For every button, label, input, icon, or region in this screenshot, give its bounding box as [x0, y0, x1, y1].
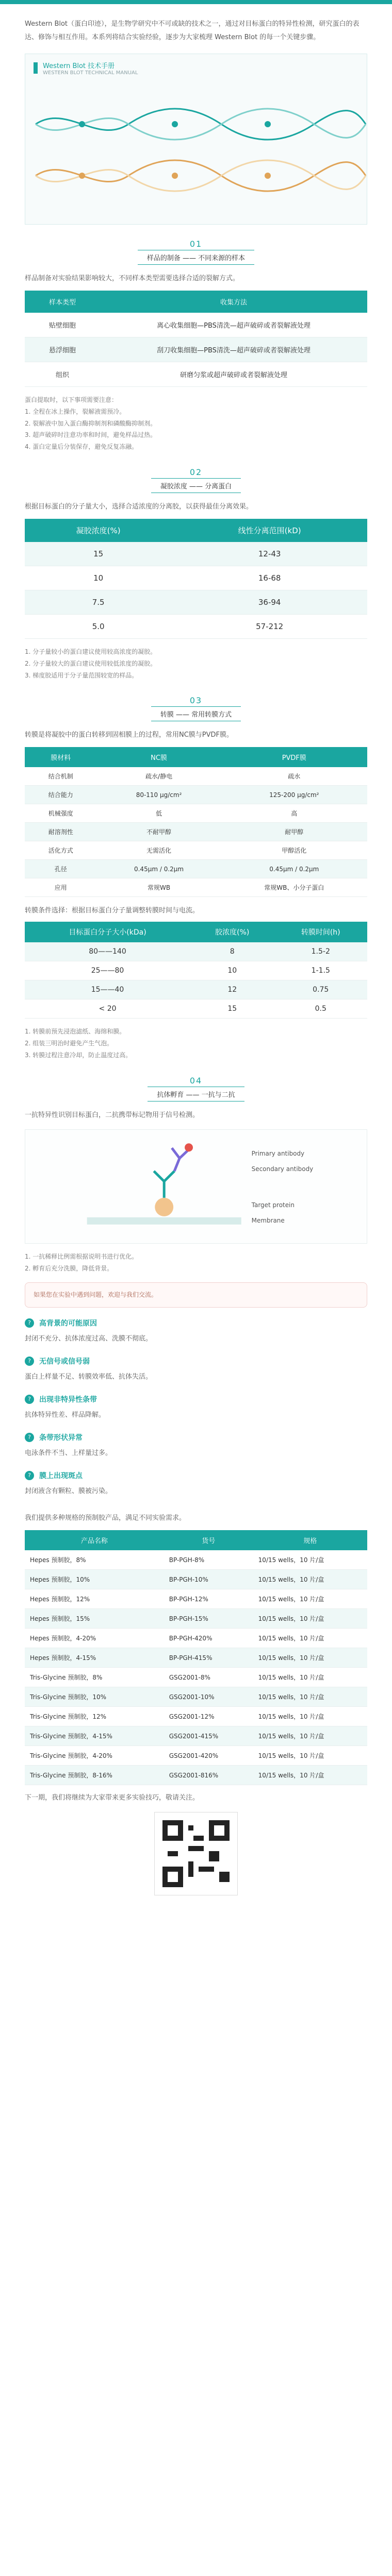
cell-method: 研磨匀浆或超声破碎或者裂解液处理 — [100, 362, 367, 387]
cell: 无需活化 — [96, 841, 221, 860]
cell: Hepes 预制胶，15% — [25, 1609, 164, 1629]
question-icon: ? — [25, 1433, 34, 1442]
faq-item — [25, 1356, 367, 1366]
faq-answer: 电泳条件不当、上样量过多。 — [25, 1449, 112, 1458]
question-icon: ? — [25, 1357, 34, 1366]
cell: 10/15 wells，10 片/盒 — [253, 1589, 367, 1609]
cell-type: 贴壁细胞 — [25, 313, 100, 337]
cell: 活化方式 — [25, 841, 96, 860]
cell: GSG2001-816% — [164, 1766, 253, 1785]
cell: Tris-Glycine 预制胶，4-20% — [25, 1746, 164, 1766]
section-paragraph: 根据目标蛋白的分子量大小，选择合适浓度的分离胶，以获得最佳分离效果。 — [25, 502, 253, 511]
cell-range: 57-212 — [172, 614, 367, 638]
section-name: 抗体孵育 —— 一抗与二抗 — [148, 1087, 244, 1101]
table-row — [25, 614, 367, 638]
cell-type: 悬浮细胞 — [25, 337, 100, 362]
cell: 1.5-2 — [274, 942, 368, 961]
cell: 10/15 wells，10 片/盒 — [253, 1746, 367, 1766]
antibody-diagram — [25, 1129, 367, 1244]
cell: 0.45μm / 0.2μm — [221, 860, 367, 878]
faq-answer: 蛋白上样量不足、转膜效率低、抗体失活。 — [25, 1373, 153, 1381]
cell: 应用 — [25, 878, 96, 897]
section-paragraph: 样品制备对实验结果影响较大，不同样本类型需要选择合适的裂解方式。 — [25, 275, 240, 282]
faq-question: 高背景的可能原因 — [39, 1319, 97, 1328]
section-transfer — [25, 696, 367, 1061]
cell: 15 — [190, 999, 274, 1019]
qr-code-icon — [162, 1820, 230, 1887]
cell: 0.5 — [274, 999, 368, 1019]
section-paragraph: 转膜是将凝胶中的蛋白转移到固相膜上的过程，常用NC膜与PVDF膜。 — [25, 731, 234, 739]
products-table — [25, 1530, 367, 1785]
logo-mark — [34, 62, 38, 74]
top-accent-bar — [0, 0, 392, 4]
label-membrane: Membrane — [251, 1216, 285, 1224]
cell: 0.45μm / 0.2μm — [96, 860, 221, 878]
cell: 10/15 wells，10 片/盒 — [253, 1629, 367, 1648]
cell: 常规WB、小分子蛋白 — [221, 878, 367, 897]
notes-block — [25, 1026, 367, 1061]
cell: 机械强度 — [25, 804, 96, 823]
table-row — [25, 337, 367, 362]
table-row — [25, 1570, 367, 1589]
cell: Tris-Glycine 预制胶，8-16% — [25, 1766, 164, 1785]
cell: 10/15 wells，10 片/盒 — [253, 1766, 367, 1785]
question-icon: ? — [25, 1471, 34, 1480]
section-name: 转膜 —— 常用转膜方式 — [151, 706, 241, 721]
section-title — [25, 696, 367, 721]
cell: 疏水 — [221, 767, 367, 786]
section-title — [25, 467, 367, 493]
cell: 25——80 — [25, 961, 190, 980]
cell-type: 组织 — [25, 362, 100, 387]
faq-item — [25, 1394, 367, 1404]
table-row — [25, 1746, 367, 1766]
faq-answer: 抗体特异性差、样品降解。 — [25, 1411, 106, 1419]
cell: 125-200 μg/cm² — [221, 786, 367, 804]
sample-table — [25, 291, 367, 387]
section-name: 样品的制备 —— 不同来源的样本 — [138, 250, 254, 265]
column-header: 转膜时间(h) — [274, 922, 368, 942]
table-row — [25, 1589, 367, 1609]
cell: 10/15 wells，10 片/盒 — [253, 1550, 367, 1570]
cell: 80-110 μg/cm² — [96, 786, 221, 804]
tips-block — [25, 394, 367, 453]
cell: 耐甲醇 — [221, 823, 367, 841]
tip-item: 2. 裂解液中加入蛋白酶抑制剂和磷酸酶抑制剂。 — [25, 419, 157, 427]
table-row — [25, 804, 367, 823]
cell-method: 离心收集细胞—PBS清洗—超声破碎或者裂解液处理 — [100, 313, 367, 337]
note-item: 2. 孵育后充分洗膜，降低背景。 — [25, 1264, 113, 1272]
column-header: 样本类型 — [25, 291, 100, 313]
table-row — [25, 767, 367, 786]
table-row — [25, 1609, 367, 1629]
table-row — [25, 841, 367, 860]
column-header: 产品名称 — [25, 1530, 164, 1550]
table-row — [25, 1629, 367, 1648]
section-antibody — [25, 1076, 367, 1122]
cell: GSG2001-12% — [164, 1707, 253, 1726]
column-header: 货号 — [164, 1530, 253, 1550]
cell: Tris-Glycine 预制胶，4-15% — [25, 1726, 164, 1746]
cell: 孔径 — [25, 860, 96, 878]
section-number: 04 — [189, 1075, 203, 1086]
cell: Hepes 预制胶，10% — [25, 1570, 164, 1589]
cell: 疏水/静电 — [96, 767, 221, 786]
note-item: 2. 组装三明治时避免产生气泡。 — [25, 1040, 113, 1047]
label-primary: Primary antibody — [251, 1149, 305, 1157]
table-row — [25, 860, 367, 878]
question-icon: ? — [25, 1318, 34, 1328]
cell: 甲醇活化 — [221, 841, 367, 860]
cell: 10/15 wells，10 片/盒 — [253, 1668, 367, 1687]
note-item: 1. 转膜前预先浸泡滤纸、海绵和膜。 — [25, 1028, 126, 1036]
cell: 10/15 wells，10 片/盒 — [253, 1648, 367, 1668]
table-row — [25, 313, 367, 337]
table-row — [25, 1668, 367, 1687]
products-section — [25, 1512, 367, 1895]
cell-range: 16-68 — [172, 566, 367, 590]
column-header: PVDF膜 — [221, 747, 367, 767]
cell-conc: 5.0 — [25, 614, 172, 638]
column-header: 规格 — [253, 1530, 367, 1550]
cell: BP-PGH-415% — [164, 1648, 253, 1668]
column-header: 线性分离范围(kD) — [172, 519, 367, 542]
faq-item — [25, 1470, 367, 1481]
cell: 0.75 — [274, 980, 368, 999]
cell-conc: 10 — [25, 566, 172, 590]
products-intro: 我们提供多种规格的预制胶产品，满足不同实验需求。 — [25, 1514, 186, 1522]
banner-title: Western Blot 技术手册 — [43, 62, 115, 70]
faq-answer: 封闭液含有颗粒、膜被污染。 — [25, 1487, 112, 1496]
cell: Tris-Glycine 预制胶，10% — [25, 1687, 164, 1707]
cell: 8 — [190, 942, 274, 961]
table-row — [25, 942, 367, 961]
tip-item: 1. 全程在冰上操作，裂解液需预冷。 — [25, 408, 126, 415]
quote-card: 如果您在实验中遇到问题，欢迎与我们交流。 — [25, 1282, 367, 1308]
cell: 10/15 wells，10 片/盒 — [253, 1687, 367, 1707]
faq-question: 条带形状异常 — [39, 1434, 83, 1443]
cell: GSG2001-415% — [164, 1726, 253, 1746]
banner — [25, 54, 367, 225]
section-gel — [25, 467, 367, 681]
table-row — [25, 362, 367, 387]
gel-table — [25, 519, 367, 639]
table-row — [25, 566, 367, 590]
products-outro: 下一期，我们将继续为大家带来更多实验技巧，敬请关注。 — [25, 1794, 200, 1802]
notes-block — [25, 646, 367, 681]
cell: 耐溶剂性 — [25, 823, 96, 841]
banner-header — [25, 54, 367, 82]
table-row — [25, 980, 367, 999]
cell: Hepes 预制胶，12% — [25, 1589, 164, 1609]
note-item: 1. 一抗稀释比例需根据说明书进行优化。 — [25, 1252, 138, 1260]
intro-paragraph: Western Blot（蛋白印迹），是生物学研究中不可或缺的技术之一，通过对目标蛋白的特异性检测，研究蛋白的表达、修饰与相互作用。本系列将结合实验经验，逐步为大家梳理 Western Blot 的每一个关键步骤。 — [25, 20, 360, 41]
note-item: 3. 转膜过程注意冷却，防止温度过高。 — [25, 1051, 132, 1059]
tip-item: 3. 超声破碎时注意功率和时间，避免样品过热。 — [25, 431, 157, 439]
cell: 结合机制 — [25, 767, 96, 786]
question-icon: ? — [25, 1395, 34, 1404]
faq-question: 膜上出现斑点 — [39, 1472, 83, 1481]
cell: 12 — [190, 980, 274, 999]
cell: 1-1.5 — [274, 961, 368, 980]
cell: 不耐甲醇 — [96, 823, 221, 841]
table-row — [25, 878, 367, 897]
table-row — [25, 1648, 367, 1668]
table-row — [25, 786, 367, 804]
cell: 15——40 — [25, 980, 190, 999]
section-paragraph-2: 转膜条件选择：根据目标蛋白分子量调整转膜时间与电流。 — [25, 907, 200, 915]
table-row — [25, 1707, 367, 1726]
cell: 常规WB — [96, 878, 221, 897]
cell: Hepes 预制胶，4-20% — [25, 1629, 164, 1648]
section-number: 01 — [189, 239, 203, 249]
cell: 结合能力 — [25, 786, 96, 804]
column-header: 胶浓度(%) — [190, 922, 274, 942]
note-item: 3. 梯度胶适用于分子量范围较宽的样品。 — [25, 671, 138, 679]
cell-conc: 15 — [25, 542, 172, 566]
section-number: 03 — [189, 696, 203, 706]
cell: BP-PGH-15% — [164, 1609, 253, 1629]
cell-method: 刮刀收集细胞—PBS清洗—超声破碎或者裂解液处理 — [100, 337, 367, 362]
faq-item — [25, 1318, 367, 1328]
cell: GSG2001-8% — [164, 1668, 253, 1687]
cell: 80——140 — [25, 942, 190, 961]
cell: BP-PGH-420% — [164, 1629, 253, 1648]
qr-code[interactable] — [154, 1812, 238, 1895]
column-header: 目标蛋白分子大小(kDa) — [25, 922, 190, 942]
cell: 10/15 wells，10 片/盒 — [253, 1570, 367, 1589]
label-secondary: Secondary antibody — [251, 1165, 314, 1173]
faq-section — [25, 1282, 367, 1498]
section-name: 凝胶浓度 —— 分离蛋白 — [151, 478, 241, 493]
tip-item: 4. 蛋白定量后分装保存，避免反复冻融。 — [25, 443, 138, 451]
cell: GSG2001-420% — [164, 1746, 253, 1766]
section-title — [25, 239, 367, 265]
tips-title: 蛋白提取时，以下事项需要注意： — [25, 396, 118, 403]
transfer-time-table — [25, 922, 367, 1019]
antibody-diagram-svg — [25, 1130, 367, 1243]
table-row — [25, 1550, 367, 1570]
cell: 10/15 wells，10 片/盒 — [253, 1609, 367, 1629]
cell: 10/15 wells，10 片/盒 — [253, 1726, 367, 1746]
cell: BP-PGH-10% — [164, 1570, 253, 1589]
table-row — [25, 542, 367, 566]
column-header: NC膜 — [96, 747, 221, 767]
table-row — [25, 1726, 367, 1746]
cell: < 20 — [25, 999, 190, 1019]
column-header: 膜材料 — [25, 747, 96, 767]
membrane-table — [25, 747, 367, 897]
cell: 10 — [190, 961, 274, 980]
note-item: 1. 分子量较小的蛋白建议使用较高浓度的凝胶。 — [25, 648, 157, 655]
cell-range: 12-43 — [172, 542, 367, 566]
cell: Tris-Glycine 预制胶，8% — [25, 1668, 164, 1687]
table-row — [25, 1687, 367, 1707]
section-title — [25, 1076, 367, 1101]
cell: 10/15 wells，10 片/盒 — [253, 1707, 367, 1726]
faq-question: 出现非特异性条带 — [39, 1396, 97, 1404]
table-row — [25, 590, 367, 614]
cell: GSG2001-10% — [164, 1687, 253, 1707]
cell-range: 36-94 — [172, 590, 367, 614]
note-item: 2. 分子量较大的蛋白建议使用较低浓度的凝胶。 — [25, 659, 157, 667]
table-row — [25, 999, 367, 1019]
faq-item — [25, 1432, 367, 1443]
table-row — [25, 1766, 367, 1785]
cell: BP-PGH-8% — [164, 1550, 253, 1570]
table-row — [25, 961, 367, 980]
section-paragraph: 一抗特异性识别目标蛋白，二抗携带标记物用于信号检测。 — [25, 1111, 200, 1119]
label-target: Target protein — [251, 1201, 295, 1209]
faq-answer: 封闭不充分、抗体浓度过高、洗膜不彻底。 — [25, 1335, 153, 1343]
dna-chain-illustration — [25, 93, 368, 212]
column-header: 收集方法 — [100, 291, 367, 313]
section-number: 02 — [189, 467, 203, 477]
cell: 低 — [96, 804, 221, 823]
cell: Hepes 预制胶，4-15% — [25, 1648, 164, 1668]
table-row — [25, 823, 367, 841]
cell: BP-PGH-12% — [164, 1589, 253, 1609]
cell: Hepes 预制胶，8% — [25, 1550, 164, 1570]
section-sample-prep — [25, 239, 367, 453]
cell-conc: 7.5 — [25, 590, 172, 614]
banner-subtitle: WESTERN BLOT TECHNICAL MANUAL — [43, 70, 138, 76]
notes-block — [25, 1251, 367, 1275]
column-header: 凝胶浓度(%) — [25, 519, 172, 542]
faq-question: 无信号或信号弱 — [39, 1358, 90, 1366]
cell: 高 — [221, 804, 367, 823]
cell: Tris-Glycine 预制胶，12% — [25, 1707, 164, 1726]
